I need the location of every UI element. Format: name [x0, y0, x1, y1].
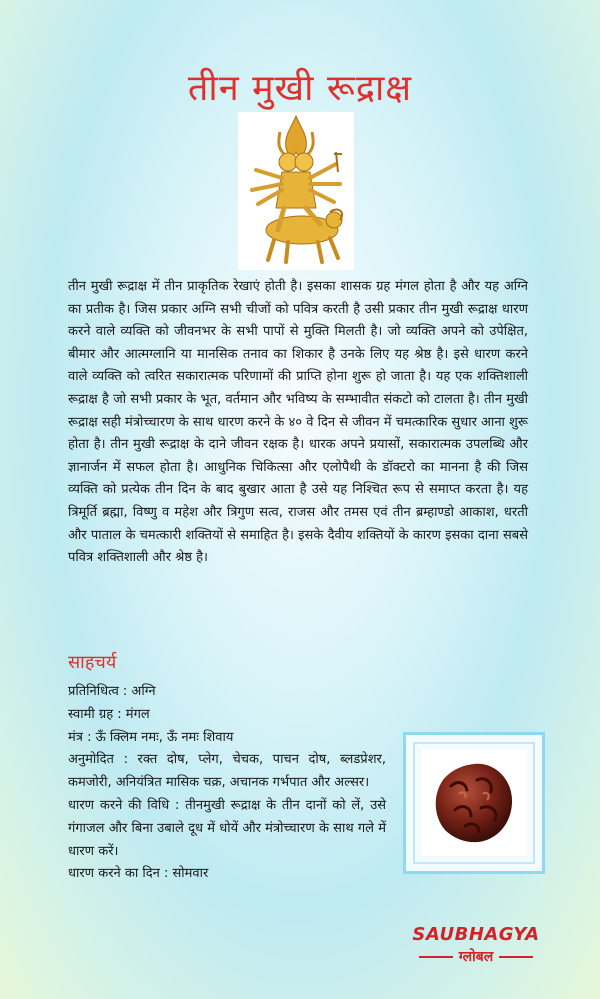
- saubhagya-logo: [396, 924, 556, 966]
- attribute-representation: प्रतिनिधित्व : अग्नि: [68, 684, 156, 699]
- attribute-ruling-planet: स्वामी ग्रह : मंगल: [68, 706, 150, 722]
- logo-divider-right: [499, 956, 533, 958]
- rudraksha-bead-icon: [421, 750, 527, 856]
- logo-subtitle: ग्लोबल: [458, 949, 494, 965]
- attribute-mantra: मंत्र : ऊँ क्लिम नमः, ऊँ नमः शिवाय: [68, 729, 234, 745]
- section-heading: साहचर्य: [68, 652, 117, 673]
- rudraksha-bead-image: [421, 750, 527, 856]
- page-title: तीन मुखी रूद्राक्ष: [187, 68, 413, 109]
- attributes-list: [68, 681, 386, 886]
- description-text: तीन मुखी रूद्राक्ष में तीन प्राकृतिक रेखाएं होती है। इसका शासक ग्रह मंगल होता है और यह अग्नि का प्रतीक है। जिस प्रकार अग्नि सभी चीजों को पवित्र करती है उसी प्रकार तीन मुखी रूद्राक्ष धारण करने वाले व्यक्ति को जीवनभर के सभी पापों से मुक्ति मिलती है। जो व्यक्ति अपने को उपेक्षित, बीमार और आत्मग्लानि या मानसिक तनाव का शिकार है उनके लिए यह श्रेष्ठ है। इसे धारण करने वाले व्यक्ति को त्वरित सकारात्मक परिणामों की प्राप्ति होना शुरू हो जाता है। यह एक शक्तिशाली रूद्राक्ष है जो सभी प्रकार के भूत, वर्तमान और भविष्य के सम्भावीत संकटो को टालता है। तीन मुखी रूद्राक्ष सही मंत्रोच्चारण के साथ धारण करने के ४० वे दिन से जीवन में चमत्कारिक सुधार आना शुरू होता है। तीन मुखी रूद्राक्ष के दाने जीवन रक्षक है। धारक अपने प्रयासों, सकारात्मक उपलब्धि और ज्ञानार्जन में सफल होता है। आधुनिक चिकित्सा और एलोपैथी के डॉक्टरो का मानना है की जिस व्यक्ति को प्रत्येक तीन दिन के बाद बुखार आता है उसे यह निश्चित रूप से समाप्त करता है। यह त्रिमूर्ति ब्रह्मा, विष्णु व महेश और त्रिगुण सत्व, राजस और तमस एवं तीन ब्रम्हाण्डो आकाश, धरती और पाताल के चमत्कारी शक्तियों से समाहित है। इसके दैवीय शक्तियों के कारण इसका दाना सबसे पवित्र शक्तिशाली और श्रेष्ठ है।: [68, 279, 528, 566]
- attribute-approved: अनुमोदित : रक्त दोष, प्लेग, चेचक, पाचन दोष, ब्लडप्रेशर, कमजोरी, अनियंत्रित मासिक चक्र, अचानक गर्भपात और अल्सर।: [68, 752, 386, 791]
- deity-image: [238, 112, 354, 270]
- bead-photo-frame: [403, 732, 545, 874]
- logo-sub-row: [396, 947, 556, 966]
- logo-name: SAUBHAGYA: [412, 924, 540, 945]
- attribute-wearing-day: धारण करने का दिन : सोमवार: [68, 866, 209, 882]
- logo-divider-left: [419, 956, 453, 958]
- attribute-wearing-method: धारण करने की विधि : तीनमुखी रूद्राक्ष के तीन दानों को लें, उसे गंगाजल और बिना उबाले दूध में धोयें और मंत्रोच्चारण के साथ गले में धारण करें।: [68, 797, 386, 859]
- deity-illustration: [238, 112, 354, 270]
